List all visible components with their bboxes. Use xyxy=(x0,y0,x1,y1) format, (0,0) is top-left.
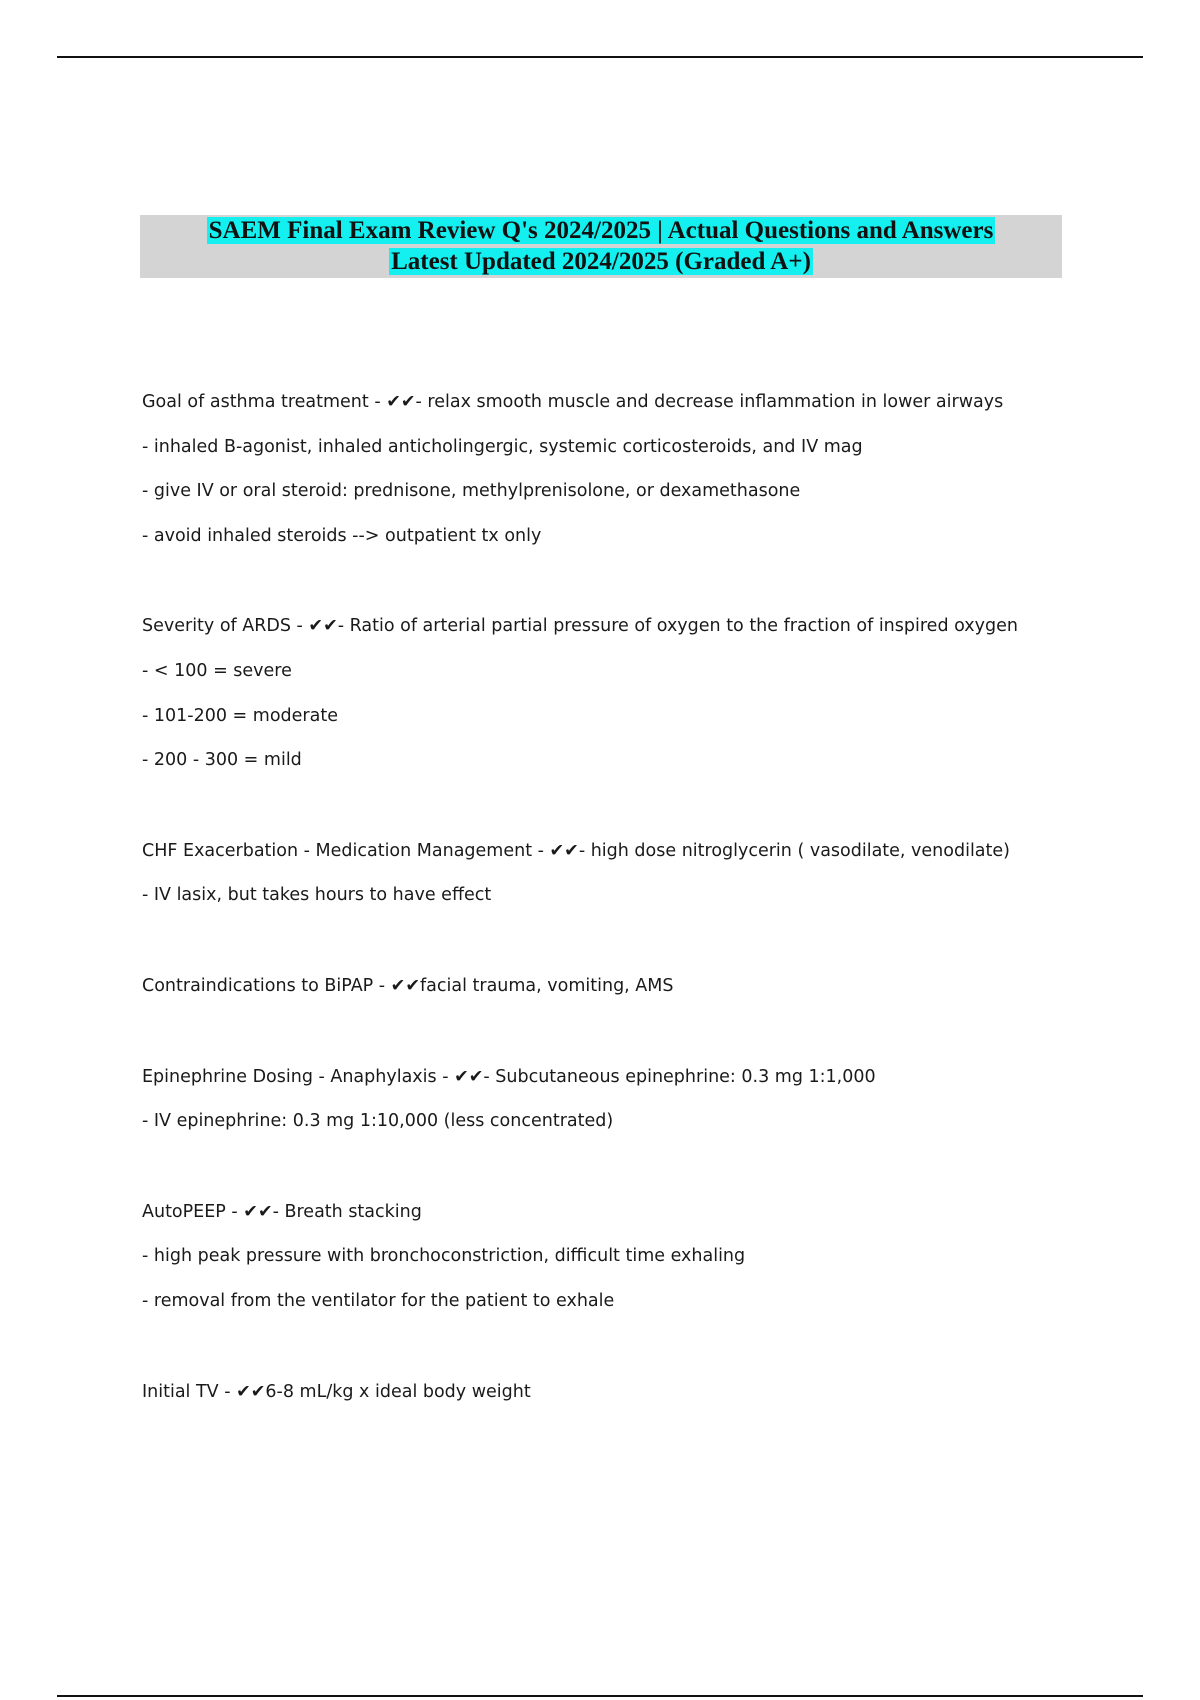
qa-question-line: Initial TV - ✔✔6-8 mL/kg x ideal body weight xyxy=(142,1381,531,1402)
qa-answer-line: - < 100 = severe xyxy=(142,660,292,681)
qa-answer-line: - IV lasix, but takes hours to have effect xyxy=(142,885,492,906)
qa-question-line: AutoPEEP - ✔✔- Breath stacking xyxy=(142,1201,422,1222)
qa-question-line: CHF Exacerbation - Medication Management - ✔✔- high dose nitroglycerin ( vasodilate, venodilate) xyxy=(142,840,1010,861)
qa-item xyxy=(142,1190,1062,1324)
title-line-2 xyxy=(140,246,1062,277)
footer-rule xyxy=(57,1695,1143,1697)
qa-item xyxy=(142,1370,1062,1415)
header-rule xyxy=(57,56,1143,58)
title-line-2-text: Latest Updated 2024/2025 (Graded A+) xyxy=(391,248,811,275)
qa-question-line: Contraindications to BiPAP - ✔✔facial trauma, vomiting, AMS xyxy=(142,975,674,996)
document-title xyxy=(140,215,1062,278)
qa-item xyxy=(142,829,1062,918)
qa-answer-line: - IV epinephrine: 0.3 mg 1:10,000 (less concentrated) xyxy=(142,1111,614,1132)
title-line-1 xyxy=(140,215,1062,246)
qa-answer-line: - inhaled B-agonist, inhaled anticholingergic, systemic corticosteroids, and IV mag xyxy=(142,436,863,457)
qa-item xyxy=(142,380,1062,558)
qa-answer-line: - avoid inhaled steroids --> outpatient tx only xyxy=(142,525,542,546)
qa-item xyxy=(142,604,1062,782)
qa-question-line: Severity of ARDS - ✔✔- Ratio of arterial partial pressure of oxygen to the fraction of inspired oxygen xyxy=(142,616,1018,637)
qa-question-line: Epinephrine Dosing - Anaphylaxis - ✔✔- Subcutaneous epinephrine: 0.3 mg 1:1,000 xyxy=(142,1066,876,1087)
qa-answer-line: - give IV or oral steroid: prednisone, methylprenisolone, or dexamethasone xyxy=(142,481,801,502)
title-line-1-text: SAEM Final Exam Review Q's 2024/2025 | Actual Questions and Answers xyxy=(208,217,994,244)
qa-list xyxy=(142,380,1062,1460)
qa-answer-line: - 200 - 300 = mild xyxy=(142,750,302,771)
qa-answer-line: - removal from the ventilator for the patient to exhale xyxy=(142,1290,615,1311)
qa-answer-line: - high peak pressure with bronchoconstriction, difficult time exhaling xyxy=(142,1246,746,1267)
qa-question-line: Goal of asthma treatment - ✔✔- relax smooth muscle and decrease inflammation in lower airways xyxy=(142,392,1004,412)
qa-answer-line: - 101-200 = moderate xyxy=(142,705,338,726)
qa-item xyxy=(142,964,1062,1009)
qa-item xyxy=(142,1055,1062,1144)
